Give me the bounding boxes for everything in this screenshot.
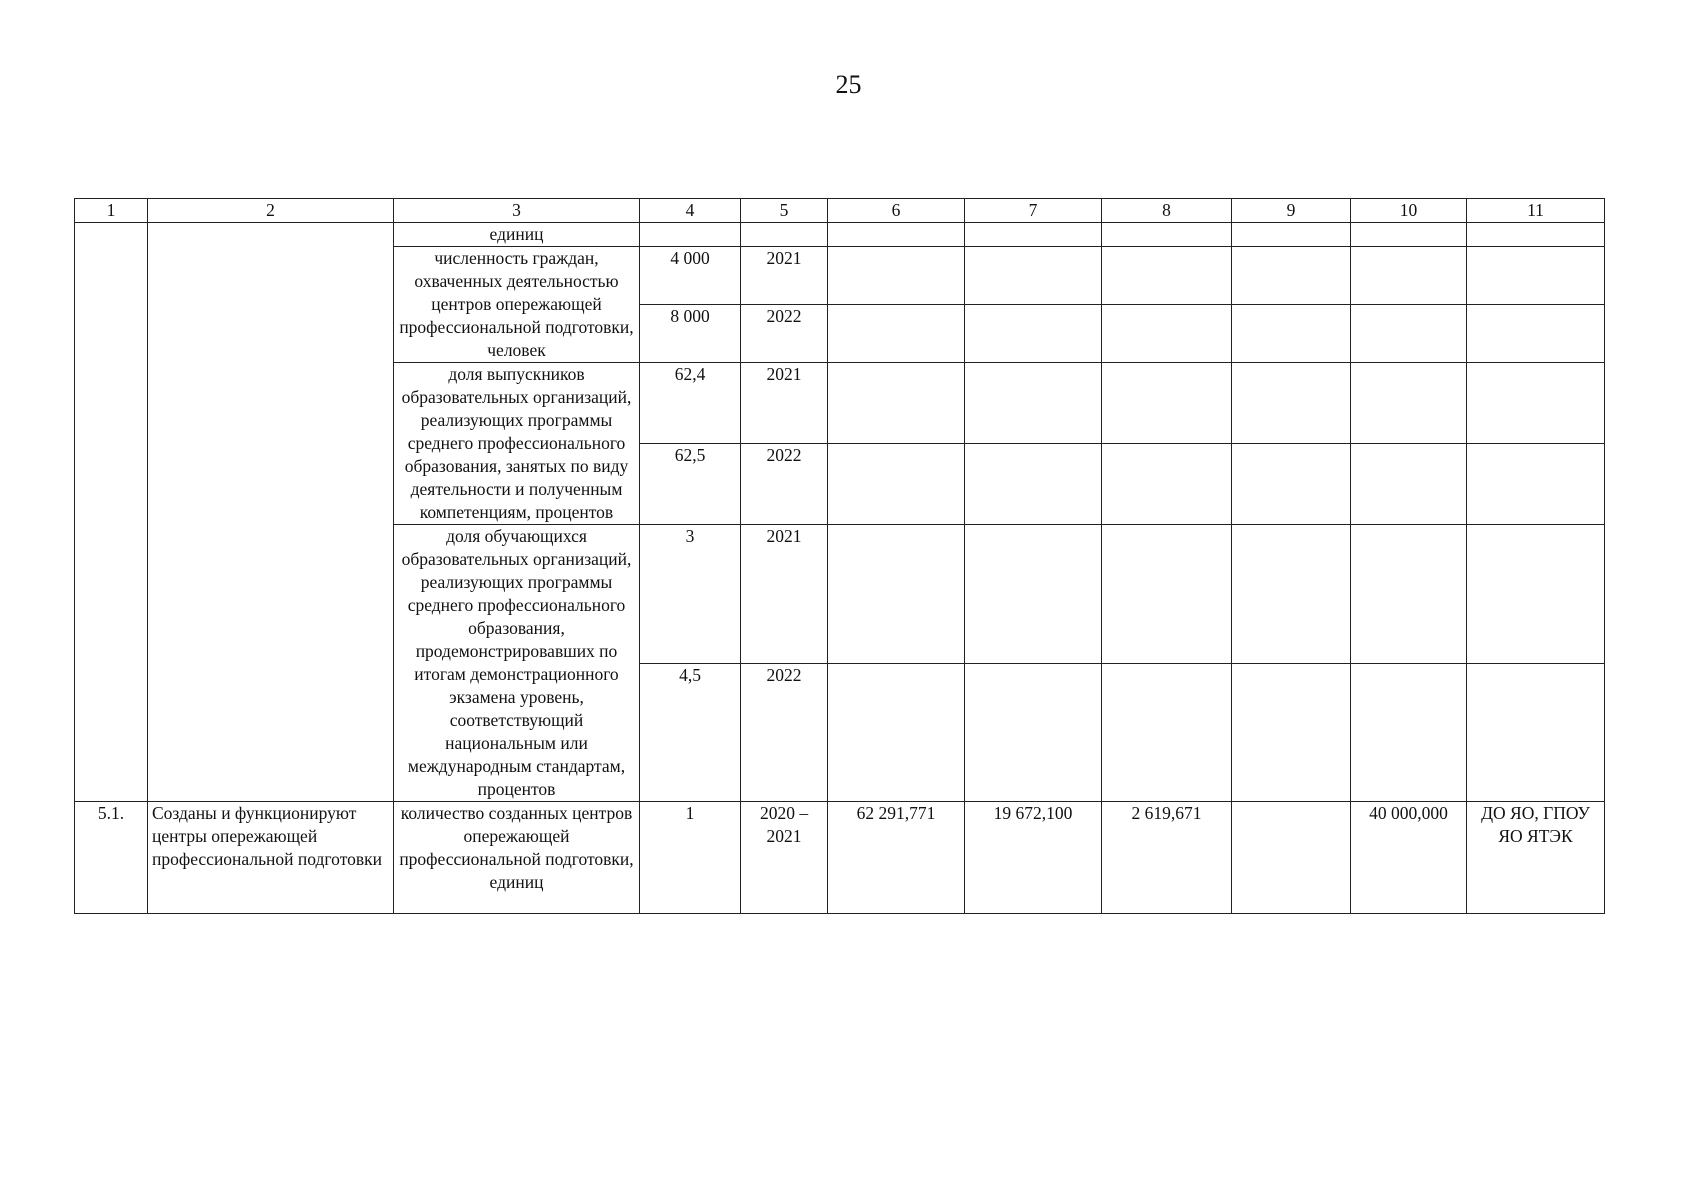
data-table (74, 198, 1605, 914)
indicator-value: 8 000 (640, 305, 741, 363)
table-row (75, 802, 1605, 914)
header-cell: 2 (148, 199, 394, 223)
header-cell: 6 (828, 199, 965, 223)
indicator-text: доля обучающихся образовательных организаций, реализующих программы среднего профессионального образования, продемонстрировавших по итогам демонстрационного экзамена уровень, соответствующий национальным или международным стандартам, процентов (394, 525, 640, 802)
indicator-year: 2022 (741, 663, 828, 802)
indicator-year: 2022 (741, 444, 828, 525)
executor-cell: ДО ЯО, ГПОУ ЯО ЯТЭК (1467, 802, 1605, 914)
row-number: 5.1. (75, 802, 148, 914)
header-cell: 10 (1351, 199, 1467, 223)
header-cell: 11 (1467, 199, 1605, 223)
amount-cell: 62 291,771 (828, 802, 965, 914)
indicator-text: численность граждан, охваченных деятельностью центров опережающей профессиональной подготовки, человек (394, 247, 640, 363)
indicator-text: количество созданных центров опережающей профессиональной подготовки, единиц (394, 802, 640, 914)
indicator-value: 4,5 (640, 663, 741, 802)
header-cell: 9 (1232, 199, 1351, 223)
event-name: Созданы и функционируют центры опережающей профессиональной подготовки (148, 802, 394, 914)
page-number: 25 (835, 70, 862, 99)
header-cell: 3 (394, 199, 640, 223)
header-row (75, 199, 1605, 223)
amount-cell: 2 619,671 (1102, 802, 1232, 914)
indicator-value: 1 (640, 802, 741, 914)
header-cell: 5 (741, 199, 828, 223)
header-cell: 7 (965, 199, 1102, 223)
merged-cell-num (75, 223, 148, 802)
amount-cell: 19 672,100 (965, 802, 1102, 914)
table-row (75, 223, 1605, 247)
indicator-year: 2021 (741, 247, 828, 305)
indicator-value: 3 (640, 525, 741, 664)
indicator-value: 4 000 (640, 247, 741, 305)
header-cell: 8 (1102, 199, 1232, 223)
period: 2020 – 2021 (741, 802, 828, 914)
header-cell: 4 (640, 199, 741, 223)
amount-cell: 40 000,000 (1351, 802, 1467, 914)
indicator-year: 2022 (741, 305, 828, 363)
indicator-value: 62,4 (640, 363, 741, 444)
amount-cell (1232, 802, 1351, 914)
indicator-text: единиц (394, 223, 640, 247)
indicator-year: 2021 (741, 363, 828, 444)
merged-cell-name (148, 223, 394, 802)
indicator-text: доля выпускников образовательных организаций, реализующих программы среднего профессионального образования, занятых по виду деятельности и полученным компетенциям, процентов (394, 363, 640, 525)
indicator-value: 62,5 (640, 444, 741, 525)
indicator-year: 2021 (741, 525, 828, 664)
header-cell: 1 (75, 199, 148, 223)
